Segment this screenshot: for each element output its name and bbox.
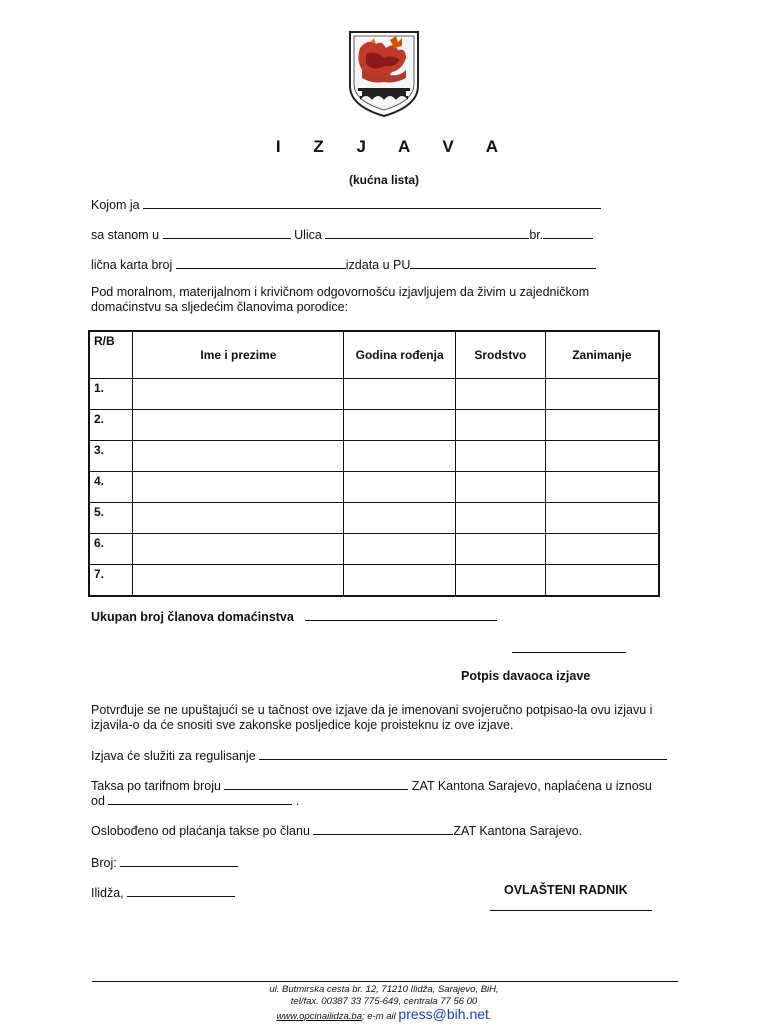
relationship-cell[interactable] (455, 534, 545, 565)
broj-row (91, 854, 238, 870)
row-number: 1. (89, 379, 133, 410)
total-members-label: Ukupan broj članova domaćinstva (91, 610, 294, 624)
fee-row (91, 777, 652, 793)
name-cell[interactable] (133, 441, 344, 472)
regulation-field[interactable] (259, 747, 667, 760)
total-members-field[interactable] (305, 608, 497, 621)
relationship-cell[interactable] (455, 503, 545, 534)
br-label: br. (529, 228, 544, 242)
row-number: 6. (89, 534, 133, 565)
occupation-cell[interactable] (545, 565, 659, 597)
occupation-cell[interactable] (545, 379, 659, 410)
fee-amount-field[interactable] (108, 792, 292, 805)
row-number: 3. (89, 441, 133, 472)
broj-label: Broj: (91, 856, 117, 870)
exempt-article-field[interactable] (313, 822, 453, 835)
relationship-cell[interactable] (455, 441, 545, 472)
signature-line[interactable] (512, 640, 626, 653)
regulation-row (91, 747, 667, 763)
occupation-cell[interactable] (545, 441, 659, 472)
date-field[interactable] (127, 884, 235, 897)
city-field[interactable] (163, 226, 291, 239)
police-station-field[interactable] (410, 256, 596, 269)
birth-year-cell[interactable] (344, 503, 456, 534)
name-cell[interactable] (133, 410, 344, 441)
table-row (89, 441, 659, 472)
name-cell[interactable] (133, 565, 344, 597)
izdata-label: izdata u PU (345, 258, 411, 272)
kojom-ja-label: Kojom ja (91, 198, 140, 212)
sa-stanom-label: sa stanom u (91, 228, 160, 242)
fee-suffix-label: ZAT Kantona Sarajevo, naplaćena u iznosu (411, 779, 652, 793)
ulica-label: Ulica (294, 228, 322, 242)
document-subtitle: (kućna lista) (348, 173, 420, 187)
row-number: 4. (89, 472, 133, 503)
id-card-field[interactable] (176, 256, 346, 269)
column-header-relationship: Srodstvo (455, 331, 545, 379)
relationship-cell[interactable] (455, 565, 545, 597)
signature-label: Potpis davaoca izjave (461, 669, 591, 683)
occupation-cell[interactable] (545, 472, 659, 503)
table-row (89, 534, 659, 565)
street-field[interactable] (325, 226, 529, 239)
occupation-cell[interactable] (545, 503, 659, 534)
column-header-occupation: Zanimanje (545, 331, 659, 379)
table-row (89, 379, 659, 410)
footer-address: ul. Butmirska cesta br. 12, 71210 Ilidža, Sarajevo, BiH, (269, 984, 499, 995)
confirmation-text: Potvrđuje se ne upuštajući se u tačnost ove izjave da je imenovani svojeručno potpisao-la ovu izjavu i izjavila-o da će snositi sve zakonske posljedice koje proisteknu iz ove izjave. (91, 703, 653, 732)
column-header-rb: R/B (89, 331, 133, 379)
name-cell[interactable] (133, 534, 344, 565)
occupation-cell[interactable] (545, 534, 659, 565)
footer-divider (92, 981, 678, 982)
name-cell[interactable] (133, 472, 344, 503)
document-title: I Z J A V A (275, 137, 513, 156)
footer-phone: tel/fax. 00387 33 775-649, centrala 77 56 00 (290, 996, 478, 1007)
footer-contact (0, 1008, 768, 1023)
house-number-field[interactable] (543, 226, 593, 239)
occupation-cell[interactable] (545, 410, 659, 441)
relationship-cell[interactable] (455, 379, 545, 410)
relationship-cell[interactable] (455, 410, 545, 441)
row-number: 5. (89, 503, 133, 534)
ilidza-label: Ilidža, (91, 886, 124, 900)
email-label: ; e-m ail (361, 1011, 396, 1022)
authorized-officer-label: OVLAŠTENI RADNIK (504, 883, 628, 897)
broj-field[interactable] (120, 854, 238, 867)
email-link[interactable]: press@bih.net (398, 1006, 489, 1022)
municipality-crest-logo (346, 28, 422, 118)
table-row (89, 565, 659, 597)
licna-karta-label: lična karta broj (91, 258, 173, 272)
table-header-row (89, 331, 659, 379)
relationship-cell[interactable] (455, 472, 545, 503)
kojom-ja-row (91, 196, 601, 212)
tariff-number-field[interactable] (224, 777, 408, 790)
birth-year-cell[interactable] (344, 410, 456, 441)
column-header-birth-year: Godina rođenja (344, 331, 456, 379)
family-members-table (88, 330, 660, 597)
website-link[interactable]: www.opcinailidza.ba (276, 1011, 362, 1022)
total-members-row (91, 608, 497, 624)
place-date-row (91, 884, 235, 900)
name-cell[interactable] (133, 379, 344, 410)
table-row (89, 503, 659, 534)
exempt-prefix-label: Oslobođeno od plaćanja takse po članu (91, 824, 310, 838)
row-number: 7. (89, 565, 133, 597)
birth-year-cell[interactable] (344, 534, 456, 565)
column-header-name: Ime i prezime (133, 331, 344, 379)
email-end: . (488, 1011, 492, 1022)
kojom-ja-field[interactable] (143, 196, 601, 209)
birth-year-cell[interactable] (344, 379, 456, 410)
name-cell[interactable] (133, 503, 344, 534)
row-number: 2. (89, 410, 133, 441)
exempt-row (91, 822, 582, 838)
id-card-row (91, 256, 596, 272)
fee-od-label: od (91, 794, 105, 808)
exempt-suffix-label: ZAT Kantona Sarajevo. (453, 824, 583, 838)
authorized-signature-line[interactable] (490, 898, 652, 911)
table-row (89, 472, 659, 503)
fee-prefix-label: Taksa po tarifnom broju (91, 779, 221, 793)
regulation-label: Izjava će služiti za regulisanje (91, 749, 256, 763)
table-row (89, 410, 659, 441)
birth-year-cell[interactable] (344, 441, 456, 472)
fee-amount-row (91, 792, 299, 808)
address-row (91, 226, 593, 242)
birth-year-cell[interactable] (344, 565, 456, 597)
fee-period: . (295, 794, 300, 808)
birth-year-cell[interactable] (344, 472, 456, 503)
declaration-text: Pod moralnom, materijalnom i krivičnom odgovornošću izjavljujem da živim u zajedničkom domaćinstvu sa sljedećim članovima porodice: (91, 285, 590, 314)
